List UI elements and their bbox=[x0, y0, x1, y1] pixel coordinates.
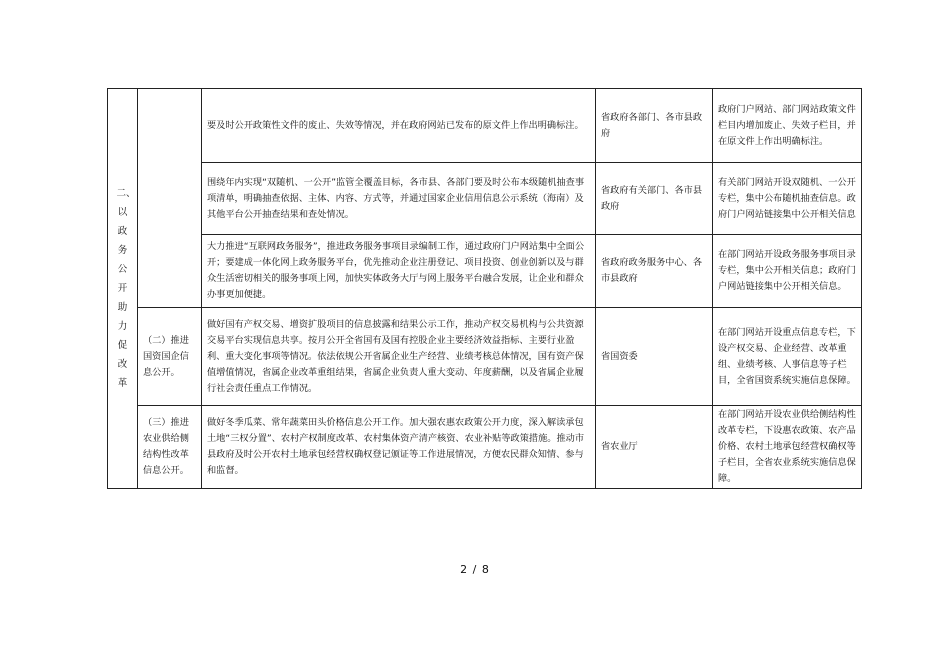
content-cell: 做好国有产权交易、增资扩股项目的信息披露和结果公示工作，推动产权交易机构与公共资源交易平台实现信息共享。按月公开全省国有及国有控股企业主要经济效益指标、主要行业盈利、重大变化事项等情况。依法依规公开省属企业生产经营、业绩考核总体情况，国有资产保值增值情况，省属企业改革重组结果，省属企业负责人重大变动、年度薪酬，以及省属企业履行社会责任重点工作情况。 bbox=[202, 308, 596, 406]
category-label: 二、以政务公开助力促改革 bbox=[116, 188, 136, 389]
content-cell: 大力推进“互联网政务服务”，推进政务服务事项目录编制工作，通过政府门户网站集中全面公开；要建成一体化网上政务服务平台，优先推动企业注册登记、项目投资、创业创新以及与群众生活密切相关的服务事项上网，加快实体政务大厅与网上服务平台融合发展，让企业和群众办事更加便捷。 bbox=[202, 235, 596, 308]
measure-cell: 在部门网站开设政务服务事项目录专栏，集中公开相关信息；政府门户网站链接集中公开相关信息。 bbox=[713, 235, 862, 308]
table-row bbox=[108, 406, 862, 489]
table-row bbox=[108, 308, 862, 406]
measure-cell: 政府门户网站、部门网站政策文件栏目内增加废止、失效子栏目，并在原文件上作出明确标注。 bbox=[713, 89, 862, 163]
subcategory-cell: （三）推进农业供给侧结构性改革信息公开。 bbox=[138, 406, 202, 489]
policy-table bbox=[107, 88, 862, 489]
page-number: 2 / 8 bbox=[460, 563, 490, 576]
measure-cell: 在部门网站开设重点信息专栏，下设产权交易、企业经营、改革重组、业绩考核、人事信息等子栏目，全省国资系统实施信息保障。 bbox=[713, 308, 862, 406]
subcategory-cell bbox=[138, 89, 202, 308]
department-cell: 省政府有关部门、各市县政府 bbox=[596, 163, 713, 235]
table-row bbox=[108, 163, 862, 235]
table-row bbox=[108, 89, 862, 163]
table-row bbox=[108, 235, 862, 308]
department-cell: 省政府政务服务中心、各市县政府 bbox=[596, 235, 713, 308]
department-cell: 省政府各部门、各市县政府 bbox=[596, 89, 713, 163]
department-cell: 省国资委 bbox=[596, 308, 713, 406]
department-cell: 省农业厅 bbox=[596, 406, 713, 489]
measure-cell: 有关部门网站开设双随机、一公开专栏，集中公布随机抽查信息。政府门户网站链接集中公开相关信息 bbox=[713, 163, 862, 235]
subcategory-cell: （二）推进国资国企信息公开。 bbox=[138, 308, 202, 406]
measure-cell: 在部门网站开设农业供给侧结构性改革专栏，下设惠农政策、农产品价格、农村土地承包经营权确权等子栏目，全省农业系统实施信息保障。 bbox=[713, 406, 862, 489]
content-cell: 做好冬季瓜菜、常年蔬菜田头价格信息公开工作。加大强农惠农政策公开力度，深入解读承包土地“三权分置”、农村产权制度改革、农村集体资产清产核资、农业补贴等政策措施。推动市县政府及时公开农村土地承包经营权确权登记颁证等工作进展情况，方便农民群众知情、参与和监督。 bbox=[202, 406, 596, 489]
content-cell: 要及时公开政策性文件的废止、失效等情况，并在政府网站已发布的原文件上作出明确标注。 bbox=[202, 89, 596, 163]
category-cell bbox=[108, 89, 138, 489]
content-cell: 围绕年内实现“双随机、一公开”监管全覆盖目标，各市县、各部门要及时公布本级随机抽查事项清单，明确抽查依据、主体、内容、方式等，并通过国家企业信用信息公示系统（海南）及其他平台公开抽查结果和查处情况。 bbox=[202, 163, 596, 235]
